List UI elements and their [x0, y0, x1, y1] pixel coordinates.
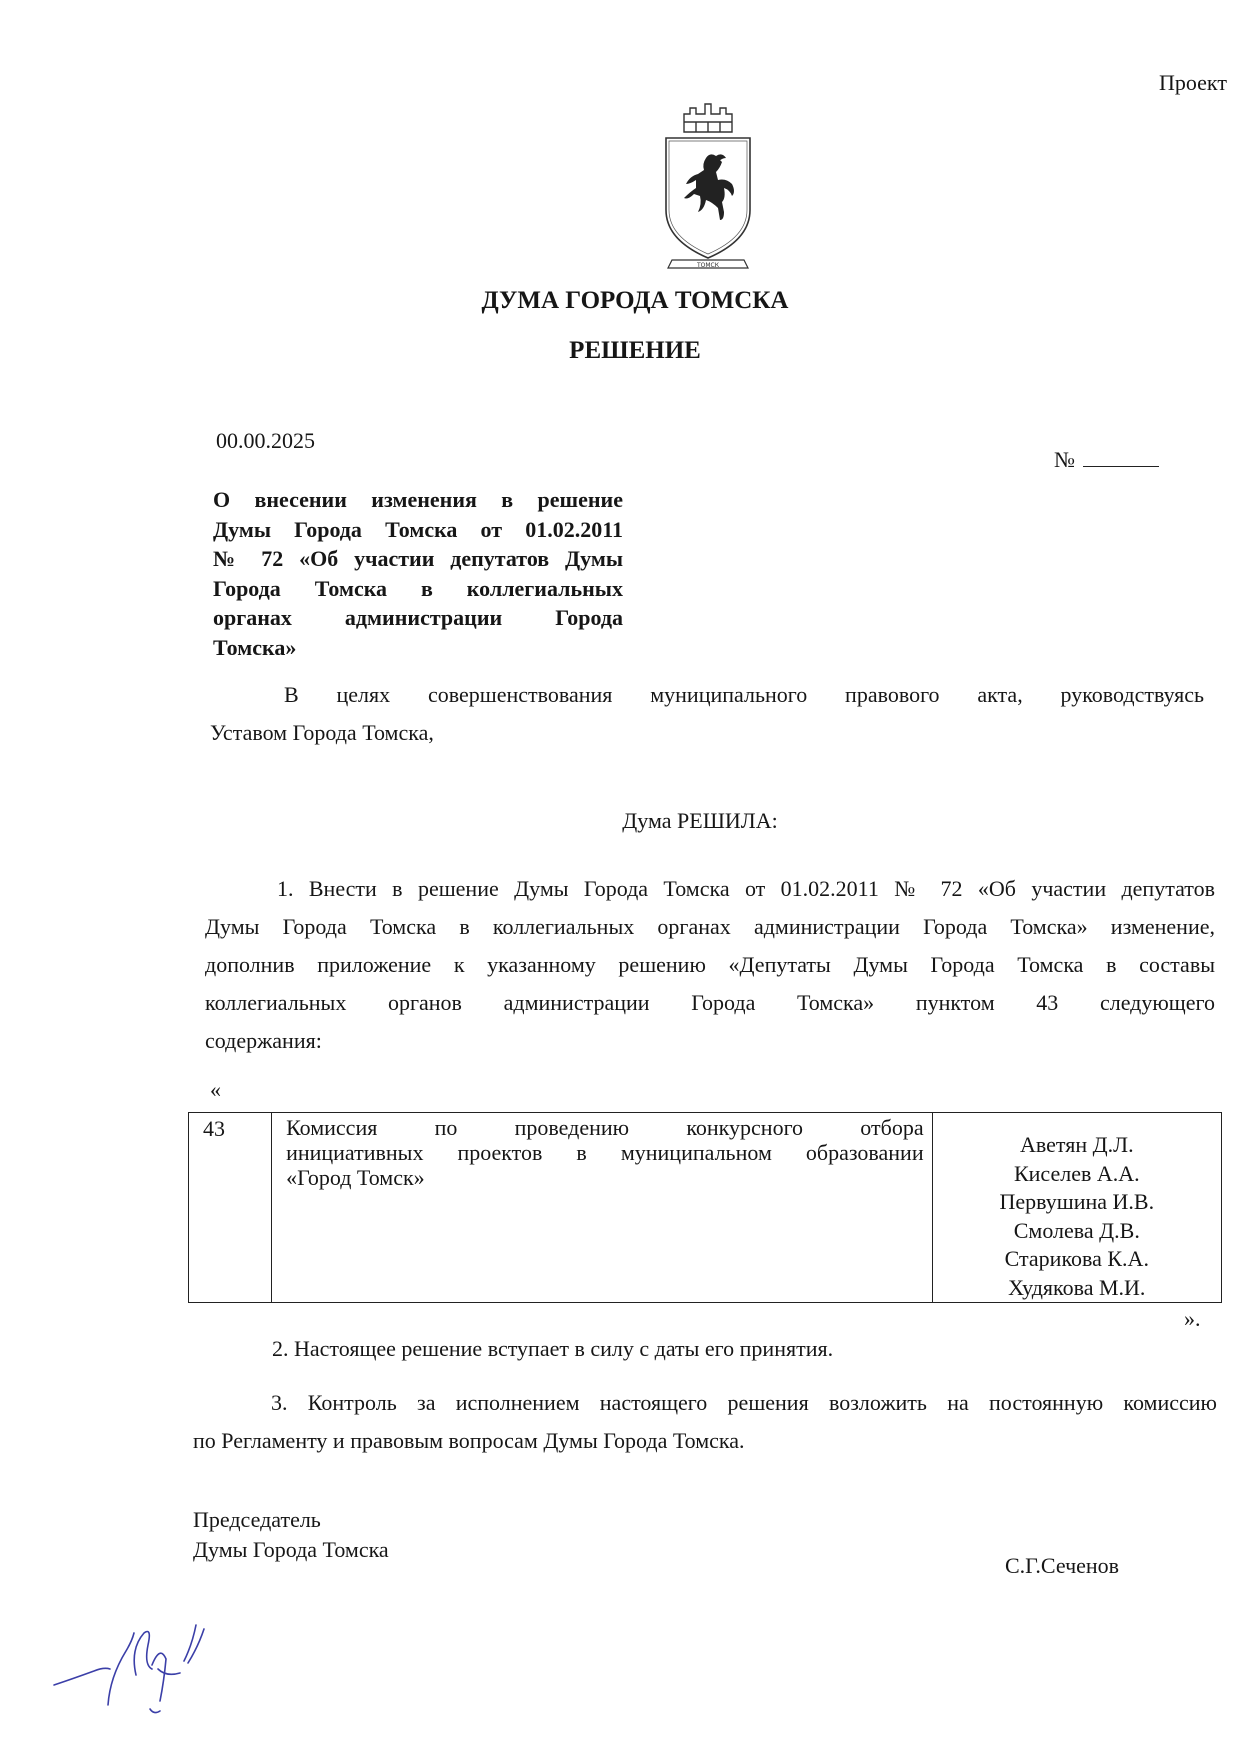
draft-mark: Проект: [1159, 70, 1227, 95]
subject-line: Томска»: [213, 634, 297, 660]
preamble: [210, 676, 1204, 752]
quote-close: ».: [1184, 1306, 1201, 1331]
item-2: 2. Настоящее решение вступает в силу с даты его принятия.: [272, 1336, 834, 1361]
body-name-line: «Город Томск»: [286, 1165, 425, 1190]
document-date: 00.00.2025: [216, 428, 315, 453]
city-coat-of-arms: [660, 92, 756, 274]
preamble-line: В целях совершенствования муниципального правового акта, руководствуясь: [284, 682, 1204, 707]
item-3-line: по Регламенту и правовым вопросам Думы Города Томска.: [193, 1428, 745, 1453]
members-cell: [932, 1113, 1221, 1303]
chair-title: [193, 1505, 389, 1565]
subject-line: органах администрации Города: [213, 605, 623, 630]
member-name: Худякова М.И.: [1008, 1274, 1146, 1300]
subject-line: О внесении изменения в решение: [213, 487, 623, 512]
item-3: [193, 1384, 1217, 1460]
subject-line: № 72 «Об участии депутатов Думы: [213, 546, 623, 571]
item-1: [205, 870, 1215, 1060]
document-type: РЕШЕНИЕ: [569, 337, 701, 364]
document-subject: [213, 485, 623, 662]
body-name-line: Комиссия по проведению конкурсного отбора: [286, 1115, 924, 1140]
quote-open: «: [210, 1077, 221, 1102]
preamble-line: Уставом Города Томска,: [210, 720, 434, 745]
row-number: 43: [189, 1113, 272, 1303]
chair-title-line: Председатель: [193, 1507, 321, 1532]
member-name: Киселев А.А.: [1013, 1160, 1140, 1186]
item-1-line: коллегиальных органов администрации Города Томска» пунктом 43 следующего: [205, 990, 1215, 1015]
emblem-motto: ТОМСК: [696, 262, 720, 269]
item-1-line: Думы Города Томска в коллегиальных органах администрации Города Томска» изменение,: [205, 914, 1215, 939]
item-1-line: содержания:: [205, 1028, 322, 1053]
document-number-label: №: [1054, 447, 1075, 472]
resolution-heading: Дума РЕШИЛА:: [622, 808, 778, 833]
handwritten-signature: [48, 1585, 228, 1725]
member-name: Старикова К.А.: [1004, 1246, 1149, 1271]
chair-title-line: Думы Города Томска: [193, 1537, 389, 1562]
subject-line: Думы Города Томска от 01.02.2011: [213, 516, 623, 542]
document-number-blank: [1083, 466, 1159, 467]
body-name: [272, 1113, 933, 1303]
item-3-line: 3. Контроль за исполнением настоящего решения возложить на постоянную комиссию: [271, 1390, 1217, 1415]
appendix-table: [188, 1112, 1222, 1303]
member-name: Аветян Д.Л.: [1020, 1132, 1134, 1157]
item-1-line: дополнив приложение к указанному решению «Депутаты Думы Города Томска в составы: [205, 952, 1215, 977]
table-row: [189, 1113, 1222, 1303]
subject-line: Города Томска в коллегиальных: [213, 575, 623, 601]
item-1-line: 1. Внести в решение Думы Города Томска от 01.02.2011 № 72 «Об участии депутатов: [277, 876, 1215, 901]
body-name-line: инициативных проектов в муниципальном образовании: [286, 1140, 924, 1165]
council-name: ДУМА ГОРОДА ТОМСКА: [481, 287, 789, 314]
signer-name: С.Г.Сеченов: [1005, 1553, 1120, 1578]
member-name: Смолева Д.В.: [1013, 1217, 1140, 1243]
member-name: Первушина И.В.: [999, 1189, 1155, 1214]
